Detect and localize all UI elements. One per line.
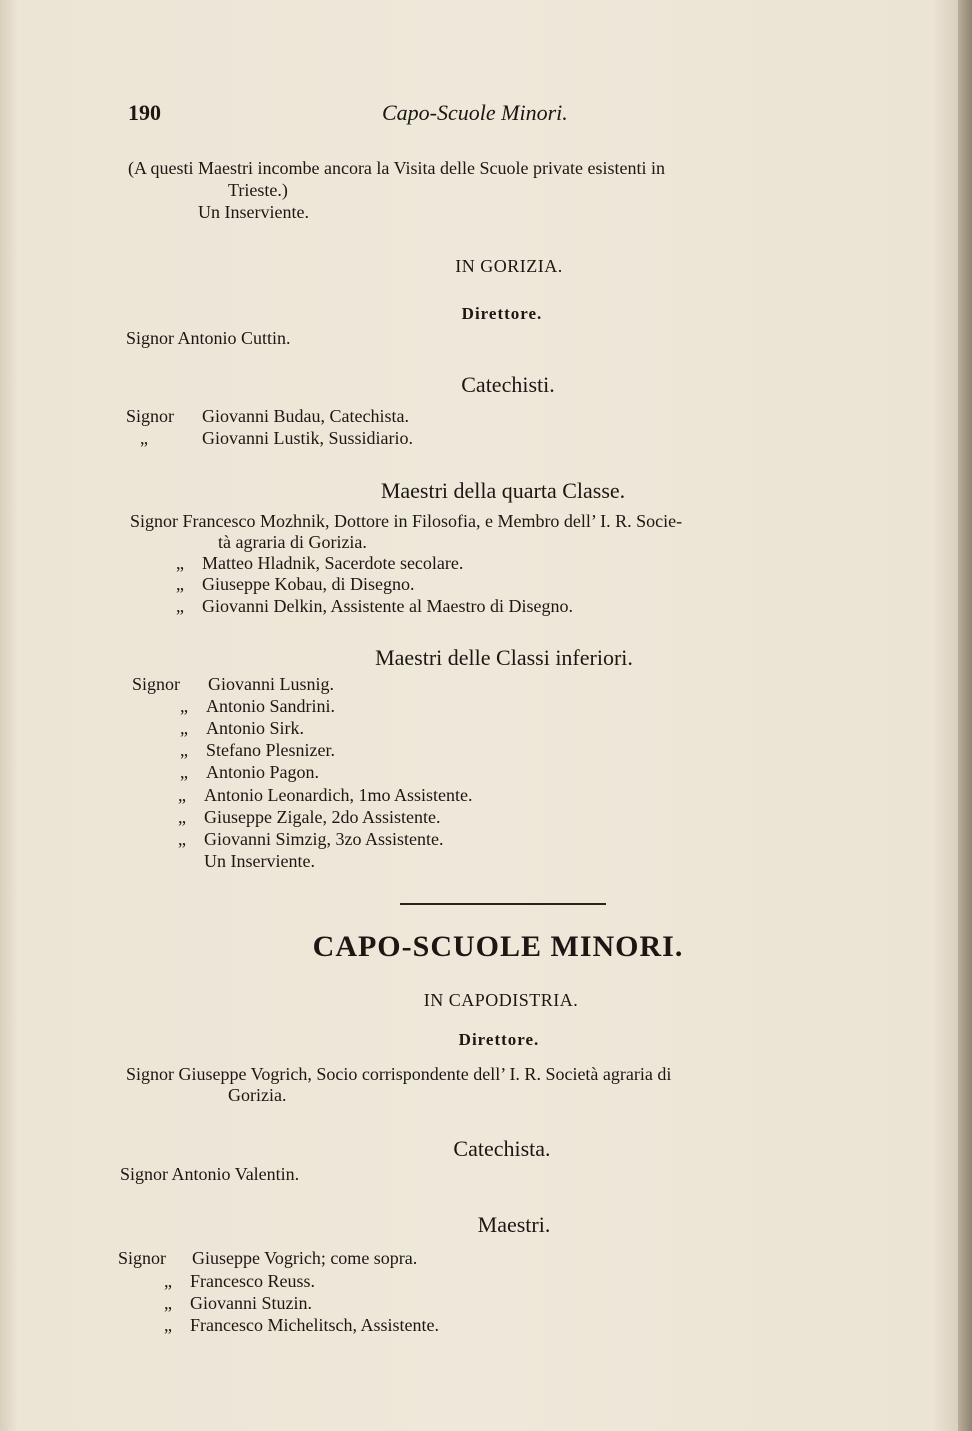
row-prefix: Signor [132, 674, 181, 694]
gorizia-lower-row [162, 740, 335, 761]
row-text: Giovanni Stuzin. [190, 1293, 312, 1313]
gorizia-title: IN GORIZIA. [455, 256, 563, 276]
row-text: Giuseppe Kobau, di Disegno. [202, 574, 415, 594]
capo-location: IN CAPODISTRIA. [423, 990, 579, 1010]
capo-director-heading: Direttore. [458, 1030, 540, 1049]
ditto-mark: „ [176, 574, 184, 594]
gorizia-lower-row [160, 785, 472, 806]
ditto-mark: „ [178, 785, 186, 805]
capo-teachers-heading: Maestri. [477, 1212, 551, 1237]
gorizia-servant: Un Inserviente. [204, 851, 315, 871]
capo-main-title: CAPO-SCUOLE MINORI. [312, 930, 684, 963]
intro-note-line-1: (A questi Maestri incombe ancora la Visita delle Scuole private esistenti in [128, 158, 665, 178]
row-prefix: Signor [118, 1248, 167, 1268]
gorizia-director-heading: Direttore. [461, 304, 543, 323]
row-text: Giovanni Lusnig. [208, 674, 334, 694]
row-text: Giovanni Lustik, Sussidiario. [202, 428, 413, 448]
section-divider-rule [400, 903, 606, 905]
capo-catechist-heading: Catechista. [453, 1136, 551, 1161]
ditto-mark: „ [176, 596, 184, 616]
ditto-mark: „ [180, 762, 188, 782]
row-prefix: Signor [126, 406, 175, 426]
capo-teacher-row [146, 1271, 315, 1292]
gorizia-fourth-row [158, 574, 414, 595]
gorizia-fourth-class-heading: Maestri della quarta Classe. [380, 478, 626, 503]
ditto-mark: „ [178, 807, 186, 827]
row-text: Stefano Plesnizer. [206, 740, 335, 760]
row-text: Giuseppe Zigale, 2do Assistente. [204, 807, 441, 827]
gorizia-director: Signor Antonio Cuttin. [126, 328, 291, 348]
row-text: Giovanni Simzig, 3zo Assistente. [204, 829, 444, 849]
row-text: Matteo Hladnik, Sacerdote secolare. [202, 553, 464, 573]
ditto-mark: „ [140, 428, 148, 448]
page-number: 190 [128, 100, 161, 125]
row-text: Antonio Leonardich, 1mo Assistente. [204, 785, 473, 805]
ditto-mark: „ [164, 1293, 172, 1313]
gorizia-fourth-row [158, 553, 463, 574]
capo-teacher-row [146, 1315, 439, 1336]
row-text: Giuseppe Vogrich; come sopra. [192, 1248, 418, 1268]
intro-servant: Un Inserviente. [198, 202, 309, 222]
row-text: Antonio Sirk. [206, 718, 305, 738]
ditto-mark: „ [180, 718, 188, 738]
ditto-mark: „ [164, 1315, 172, 1335]
row-text: Giovanni Budau, Catechista. [202, 406, 409, 426]
gorizia-fourth-row [158, 596, 573, 617]
capo-teacher-row [146, 1293, 312, 1314]
gorizia-lower-row [162, 762, 319, 783]
capo-director-line-2: Gorizia. [228, 1085, 287, 1105]
gorizia-lower-row [162, 718, 304, 739]
gorizia-catechist-row [126, 406, 409, 427]
ditto-mark: „ [180, 696, 188, 716]
gorizia-lower-row [132, 674, 334, 695]
gorizia-lower-row [160, 807, 440, 828]
ditto-mark: „ [164, 1271, 172, 1291]
row-text: Antonio Pagon. [206, 762, 320, 782]
capo-teacher-row [118, 1248, 417, 1269]
row-text: Giovanni Delkin, Assistente al Maestro di Disegno. [202, 596, 573, 616]
capo-catechist: Signor Antonio Valentin. [120, 1164, 300, 1184]
gorizia-catechists-heading: Catechisti. [461, 372, 555, 397]
ditto-mark: „ [180, 740, 188, 760]
row-text: Francesco Reuss. [190, 1271, 315, 1291]
row-text: Francesco Michelitsch, Assistente. [190, 1315, 439, 1335]
gorizia-lower-row [160, 829, 443, 850]
gorizia-catechist-row [140, 428, 413, 449]
running-title: Capo-Scuole Minori. [382, 100, 568, 125]
intro-note-line-2: Trieste.) [228, 180, 288, 200]
gorizia-lower-row [162, 696, 335, 717]
capo-director-line-1: Signor Giuseppe Vogrich, Socio corrispondente dell’ I. R. Società agraria di [126, 1064, 672, 1084]
gorizia-lower-classes-heading: Maestri delle Classi inferiori. [375, 645, 633, 670]
row-text: Antonio Sandrini. [206, 696, 335, 716]
ditto-mark: „ [178, 829, 186, 849]
gorizia-fourth-first-line: Signor Francesco Mozhnik, Dottore in Filosofia, e Membro dell’ I. R. Socie- [130, 511, 683, 531]
gorizia-fourth-first-cont: tà agraria di Gorizia. [218, 532, 367, 552]
ditto-mark: „ [176, 553, 184, 573]
